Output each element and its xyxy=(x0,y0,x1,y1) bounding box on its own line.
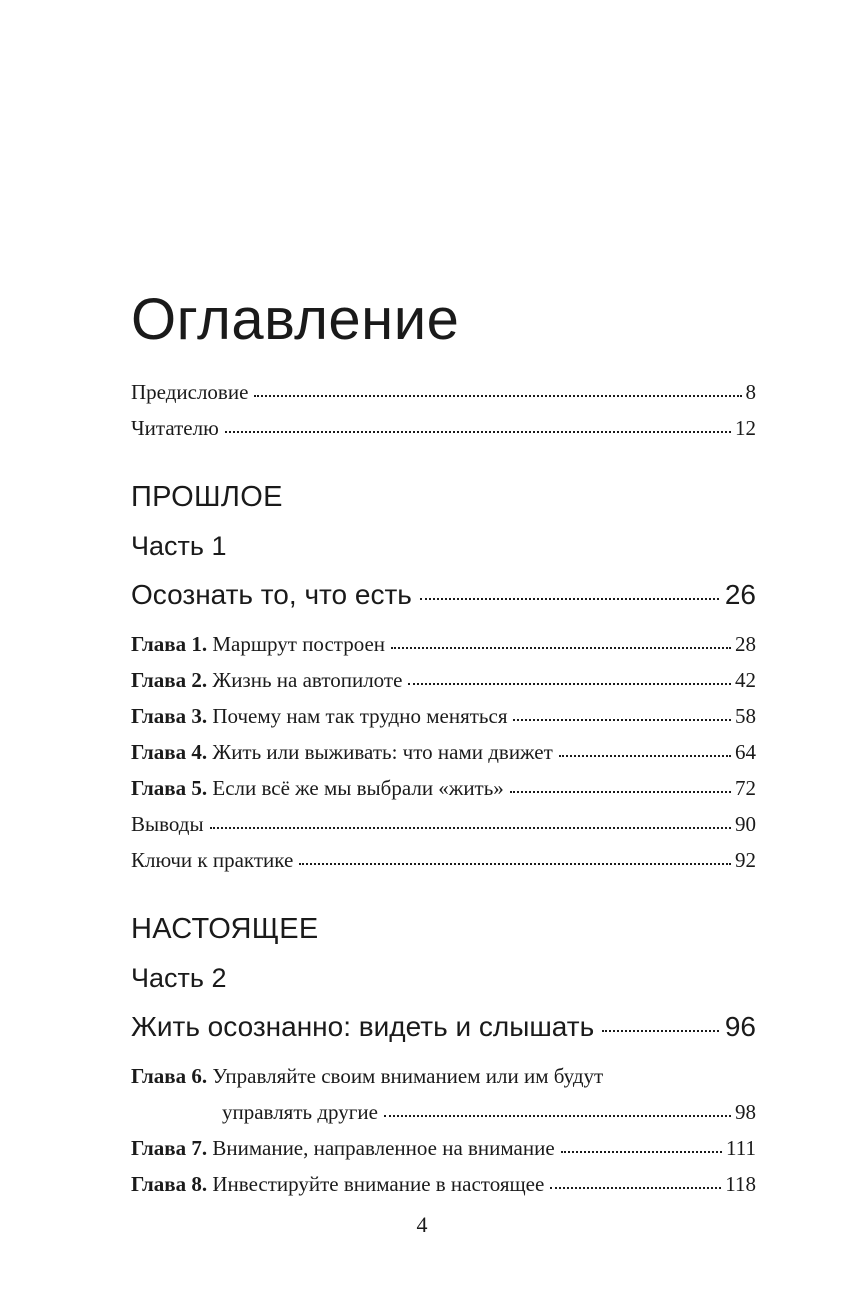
dot-leader xyxy=(513,719,731,721)
front-matter xyxy=(131,374,756,446)
chapter-page: 118 xyxy=(725,1172,756,1196)
entry-label: Читателю xyxy=(131,416,219,440)
chapter-page: 64 xyxy=(735,740,756,764)
toc-entry-chapter-4[interactable] xyxy=(131,734,756,770)
section-past xyxy=(131,472,756,878)
entry-label: Выводы xyxy=(131,812,204,836)
toc-entry-part-2[interactable] xyxy=(131,1002,756,1052)
dot-leader xyxy=(254,395,741,397)
chapter-title-line1: Управляйте своим вниманием или им будут xyxy=(212,1064,604,1088)
chapter-page: 72 xyxy=(735,776,756,800)
part-page: 96 xyxy=(724,1011,756,1042)
toc-entry-chapter-6-line1[interactable] xyxy=(131,1058,756,1094)
toc-entry-practice-keys[interactable] xyxy=(131,842,756,878)
dot-leader xyxy=(225,431,731,433)
chapter-list xyxy=(131,626,756,878)
toc-entry-chapter-1[interactable] xyxy=(131,626,756,662)
chapter-title: Почему нам так трудно меняться xyxy=(212,704,508,728)
chapter-list xyxy=(131,1058,756,1202)
chapter-prefix: Глава 1. xyxy=(131,632,208,656)
dot-leader xyxy=(602,1030,719,1032)
chapter-page: 98 xyxy=(735,1100,756,1124)
chapter-prefix: Глава 6. xyxy=(131,1064,208,1088)
dot-leader xyxy=(561,1151,722,1153)
part-title: Жить осознанно: видеть и слышать xyxy=(131,1011,595,1042)
chapter-title: Инвестируйте внимание в настоящее xyxy=(212,1172,545,1196)
section-heading: ПРОШЛОЕ xyxy=(131,481,283,513)
toc-entry-conclusions[interactable] xyxy=(131,806,756,842)
section-present xyxy=(131,904,756,1202)
toc-entry-to-reader[interactable] xyxy=(131,410,756,446)
toc-entry-chapter-6-line2[interactable] xyxy=(131,1094,756,1130)
toc-entry-chapter-3[interactable] xyxy=(131,698,756,734)
chapter-page: 28 xyxy=(735,632,756,656)
chapter-title: Если всё же мы выбрали «жить» xyxy=(212,776,504,800)
dot-leader xyxy=(299,863,731,865)
chapter-page: 58 xyxy=(735,704,756,728)
chapter-prefix: Глава 8. xyxy=(131,1172,208,1196)
entry-label: Предисловие xyxy=(131,380,249,404)
part-label: Часть 2 xyxy=(131,963,227,993)
part-title: Осознать то, что есть xyxy=(131,579,412,610)
chapter-prefix: Глава 4. xyxy=(131,740,208,764)
dot-leader xyxy=(559,755,731,757)
chapter-title: Жизнь на автопилоте xyxy=(212,668,403,692)
toc-entry-chapter-8[interactable] xyxy=(131,1166,756,1202)
toc-title: Оглавление xyxy=(131,287,460,352)
entry-page: 12 xyxy=(735,416,756,440)
chapter-title: Внимание, направленное на внимание xyxy=(212,1136,555,1160)
dot-leader xyxy=(510,791,731,793)
dot-leader xyxy=(210,827,731,829)
page-number: 4 xyxy=(416,1212,428,1237)
dot-leader xyxy=(391,647,731,649)
toc-entry-chapter-5[interactable] xyxy=(131,770,756,806)
part-label: Часть 1 xyxy=(131,531,227,561)
table-of-contents xyxy=(131,280,756,1202)
toc-entry-chapter-7[interactable] xyxy=(131,1130,756,1166)
part-page: 26 xyxy=(724,579,756,610)
dot-leader xyxy=(550,1187,721,1189)
toc-entry-part-1[interactable] xyxy=(131,570,756,620)
chapter-page: 42 xyxy=(735,668,756,692)
chapter-prefix: Глава 7. xyxy=(131,1136,208,1160)
entry-label: Ключи к практике xyxy=(131,848,294,872)
dot-leader xyxy=(384,1115,731,1117)
dot-leader xyxy=(420,598,719,600)
chapter-prefix: Глава 3. xyxy=(131,704,208,728)
chapter-page: 111 xyxy=(726,1136,756,1160)
entry-page: 92 xyxy=(735,848,756,872)
toc-entry-chapter-2[interactable] xyxy=(131,662,756,698)
chapter-prefix: Глава 2. xyxy=(131,668,208,692)
entry-page: 90 xyxy=(735,812,756,836)
dot-leader xyxy=(408,683,731,685)
chapter-title: Маршрут построен xyxy=(212,632,386,656)
chapter-title-line2: управлять другие xyxy=(222,1100,378,1124)
toc-entry-preface[interactable] xyxy=(131,374,756,410)
chapter-title: Жить или выживать: что нами движет xyxy=(212,740,553,764)
entry-page: 8 xyxy=(745,380,756,404)
section-heading: НАСТОЯЩЕЕ xyxy=(131,913,319,945)
chapter-prefix: Глава 5. xyxy=(131,776,208,800)
